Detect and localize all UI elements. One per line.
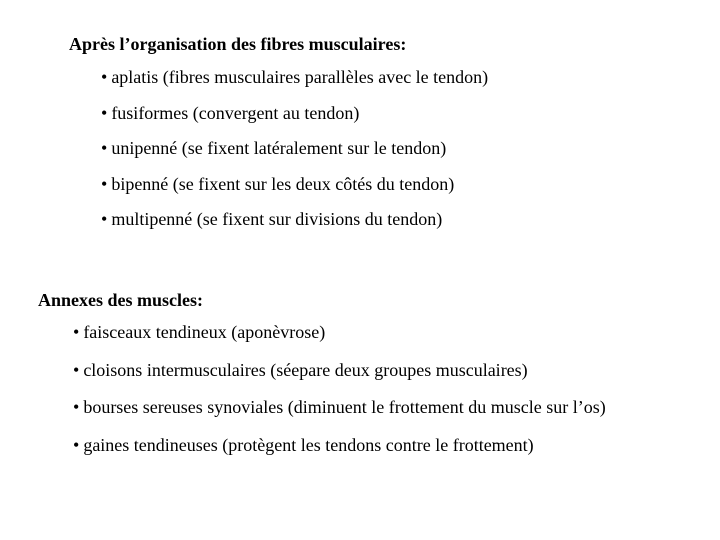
list-item-text: bourses sereuses synoviales (diminuent le frottement du muscle sur l’os) [83, 397, 606, 417]
list-item [73, 396, 606, 434]
bullet-icon: • [101, 173, 108, 194]
bullet-icon: • [101, 138, 108, 158]
bullet-icon: • [73, 322, 80, 342]
list-item [73, 359, 606, 397]
section-heading: Annexes des muscles: [38, 290, 203, 310]
list-item-text: multipenné (se fixent sur divisions du tendon) [111, 209, 443, 229]
section-muscle-annexes [38, 289, 606, 455]
list-item-text: gaines tendineuses (protègent les tendons contre le frottement) [83, 434, 534, 455]
list-item-text: bipenné (se fixent sur les deux côtés du tendon) [111, 173, 455, 194]
bullet-icon: • [73, 359, 80, 380]
list-item [73, 434, 606, 472]
section-fiber-organization [69, 33, 489, 229]
list-item-text: fusiformes (convergent au tendon) [111, 102, 360, 123]
section-heading: Après l’organisation des fibres musculaires: [69, 34, 407, 54]
bullet-icon: • [101, 209, 108, 229]
bullet-icon: • [101, 102, 108, 123]
list-item [101, 102, 488, 138]
list-item [101, 66, 488, 102]
muscle-annexes-list [73, 321, 606, 471]
list-item-text: cloisons intermusculaires (séepare deux groupes musculaires) [83, 359, 528, 380]
list-item-text: unipenné (se fixent latéralement sur le tendon) [111, 138, 447, 158]
bullet-icon: • [101, 67, 108, 87]
list-item-text: faisceaux tendineux (aponèvrose) [83, 322, 326, 342]
list-item [101, 208, 488, 244]
bullet-icon: • [73, 434, 80, 455]
list-item-text: aplatis (fibres musculaires parallèles avec le tendon) [111, 67, 489, 87]
list-item [73, 321, 606, 359]
bullet-icon: • [73, 397, 80, 417]
fiber-organization-list [101, 66, 488, 244]
list-item [101, 137, 488, 173]
list-item [101, 173, 488, 209]
